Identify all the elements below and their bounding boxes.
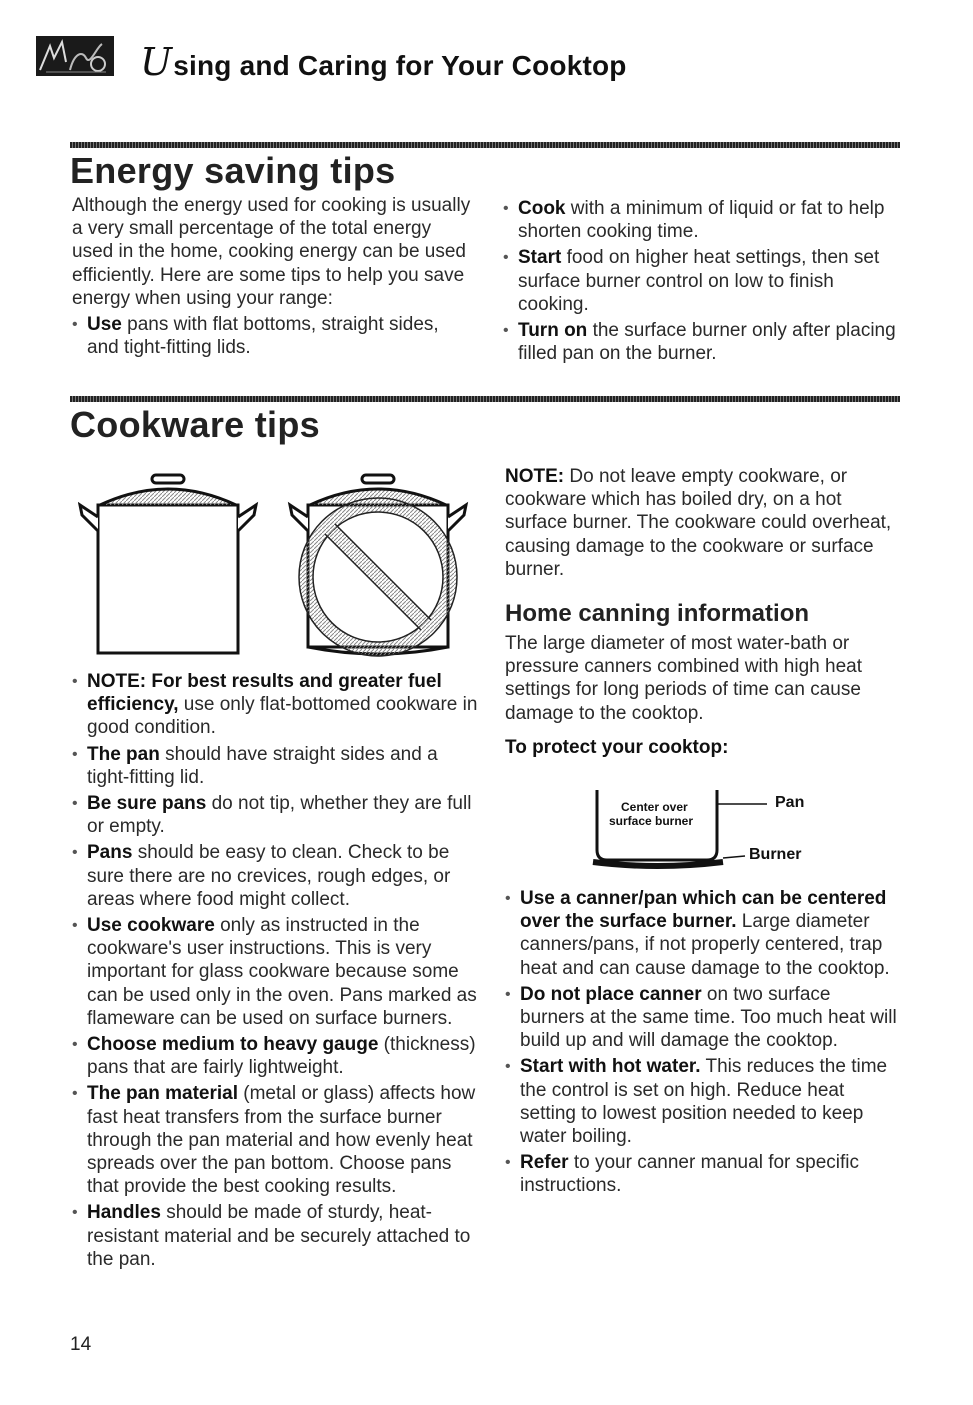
list-item-text: should have straight sides and a tight-fitting lid. [87,743,438,788]
cookware-pots-illustration [78,465,478,665]
list-item-lead: Turn on [518,320,588,342]
list-item-lead: Handles [87,1202,161,1224]
list-item-lead: Use cookware [87,915,215,937]
energy-right-column [503,194,898,365]
list-item-text: Large diameter canners/pans, if not properly centered, trap heat and can cause damage to the cooktop. [520,911,890,979]
flat-pot-icon [80,475,256,653]
list-item [505,1151,897,1197]
list-item-lead: The pan material [87,1083,238,1105]
page-number: 14 [70,1334,92,1355]
list-item [503,246,898,316]
surface-burner-label: surface burner [609,814,694,828]
energy-intro: Although the energy used for cooking is usually a very small percentage of the total energy used in the home, cooking energy can be used efficiently. Here are some tips to help you save energy when using your range: [72,195,471,309]
list-item-lead: Use [87,314,122,336]
canning-title: Home canning information [505,600,810,627]
list-item [72,743,482,789]
list-item-lead: Cook [518,198,566,219]
canning-list [505,887,897,1198]
note-label: NOTE: [505,466,565,487]
list-item [505,1055,897,1148]
list-item-lead: The pan [87,743,160,765]
canner-centering-diagram [585,790,825,870]
canning-column [505,884,897,1198]
list-item [72,914,482,1030]
list-item-lead: Use a canner/pan which can be centered over the surface burner. [520,888,887,933]
cooktop-logo-icon [36,36,114,76]
list-item-lead: Be sure pans [87,793,207,815]
list-item-text: food on higher heat settings, then set surface burner control on low to finish cooking. [518,247,880,315]
list-item-lead: Choose medium to heavy gauge [87,1034,379,1056]
list-item-text: the surface burner only after placing filled pan on the burner. [518,320,896,365]
list-item-text: pans with flat bottoms, straight sides, and tight-fitting lids. [87,314,439,359]
list-item-lead: NOTE: For best results and greater fuel efficiency, [87,671,442,716]
list-item [505,887,897,980]
list-item [72,792,482,838]
burner-label: Burner [749,846,802,863]
energy-left-list [72,313,472,359]
protect-heading: To protect your cooktop: [505,737,729,758]
list-item-text: (thickness) pans that are fairly lightweight. [87,1034,476,1079]
list-item [72,1033,482,1079]
list-item [72,670,482,740]
list-item-text: use only flat-bottomed cookware in good condition. [87,694,478,739]
list-item-text: on two surface burners at the same time. Too much heat will build up and will damage the cooktop. [520,983,897,1052]
list-item-text: should be easy to clean. Check to be sure there are no crevices, rough edges, or areas where food might collect. [87,842,451,910]
list-item-text: only as instructed in the cookware's user instructions. This is very important for glass cookware because some can be used only in the oven. Pans marked as flameware can be used on surface burners. [87,915,477,1029]
cookware-list [72,670,482,1271]
section-divider [70,396,900,402]
energy-left-column [72,194,472,359]
list-item [503,197,898,243]
list-item-lead: Do not place canner [520,983,702,1005]
pan-label: Pan [775,794,805,811]
list-item-text: to your canner manual for specific instructions. [520,1152,859,1197]
list-item-lead: Pans [87,842,133,864]
list-item [72,1201,482,1271]
list-item [72,313,472,359]
list-item-text: This reduces the time the control is set on high. Reduce heat setting to lowest position needed to keep water boiling. [520,1056,888,1148]
list-item [72,841,482,911]
cookware-section-title: Cookware tips [70,404,320,445]
energy-section-title: Energy saving tips [70,150,396,191]
list-item [503,319,898,365]
center-over-label: Center over [621,800,688,814]
note-text: Do not leave empty cookware, or cookware which has boiled dry, on a hot surface burner. The cookware could overheat, causing damage to the cookware or surface burner. [505,466,892,580]
energy-right-list [503,197,898,365]
list-item-lead: Start with hot water. [520,1056,701,1078]
section-divider [70,142,900,148]
cookware-note [505,465,895,581]
list-item-lead: Start [518,247,562,269]
list-item [505,983,897,1053]
page-header-title: Using and Caring for Your Cooktop [140,40,627,84]
list-item-text: should be made of sturdy, heat-resistant material and be securely attached to the pan. [87,1202,471,1270]
list-item [72,1082,482,1198]
canning-intro: The large diameter of most water-bath or pressure canners combined with high heat settings for long periods of time can cause damage to the cooktop. [505,633,862,724]
list-item-text: (metal or glass) affects how fast heat transfers from the surface burner through the pan material and how evenly heat spreads over the pan bottom. Choose pans that provide the best cooking results. [87,1083,476,1198]
list-item-text: with a minimum of liquid or fat to help shorten cooking time. [518,198,885,243]
list-item-text: do not tip, whether they are full or empty. [87,793,472,838]
list-item-lead: Refer [520,1152,569,1174]
cookware-left-column [72,667,482,1271]
